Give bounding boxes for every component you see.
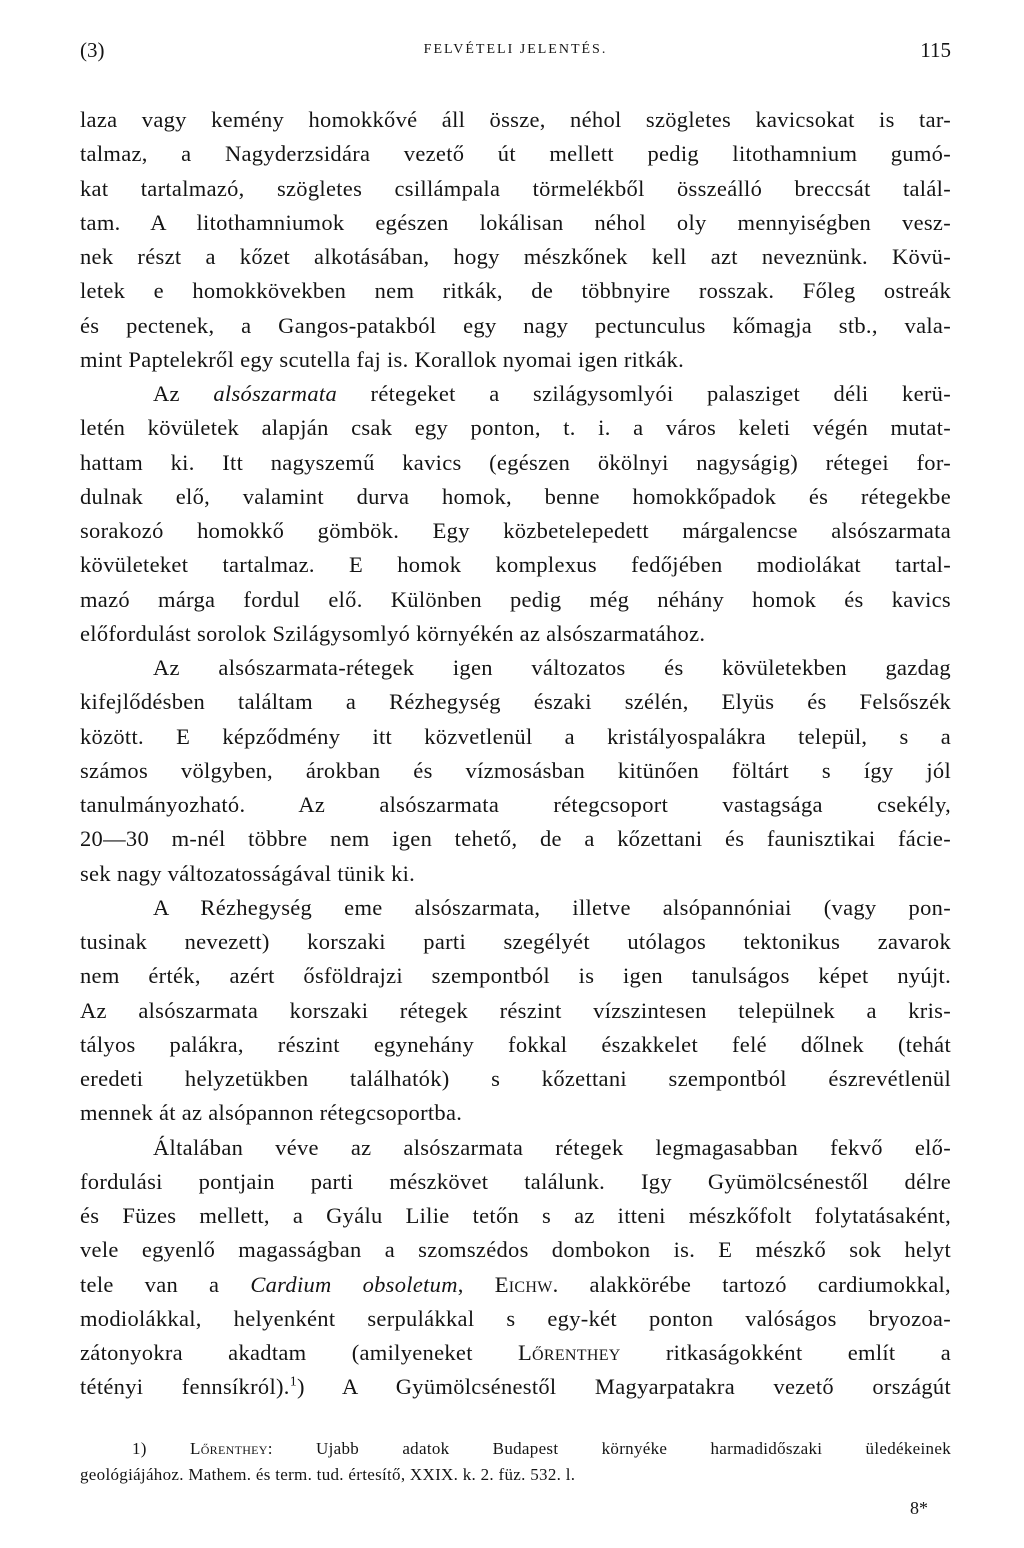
text-line: A Rézhegység eme alsószarmata, illetve alsópannóniai (vagy pon- (153, 894, 951, 920)
text-line: között. E képződmény itt közvetlenül a kristályospalákra települ, s a (80, 723, 951, 749)
text-line: tam. A litothamniumok egészen lokálisan néhol oly mennyiségben vesz- (80, 209, 951, 235)
text-line: vele egyenlő magasságban a szomszédos dombokon is. E mészkő sok helyt (80, 1237, 951, 1263)
text-line: nem érték, azért ősföldrajzi szempontból is igen tanulságos képet nyújt. (80, 963, 951, 989)
text-line: tétényi fennsíkról).$^1$) A Gyümölcsénestől Magyarpatakra vezető országút (80, 1374, 952, 1400)
text-line: és pectenek, a Gangos-patakból egy nagy pectunculus kőmagja stb., vala- (80, 312, 951, 338)
text-line: eredeti helyzetükben találhatók) s kőzettani szempontból észrevétlenül (80, 1066, 951, 1091)
text-line: sek nagy változatosságával tünik ki. (80, 860, 416, 886)
text-line: dulnak elő, valamint durva homok, benne homokkőpadok és rétegekbe (80, 483, 951, 509)
text-line: talmaz, a Nagyderzsidára vezető út mellett pedig litothamnium gumó- (80, 141, 951, 167)
footnote-line-2: geológiájához. Mathem. és term. tud. értesítő, XXIX. k. 2. füz. 532. l. (80, 1465, 576, 1484)
author-name: Eichw (494, 1271, 553, 1297)
italic-term: alsószarmata (213, 381, 338, 406)
chapter-number: (3) (80, 38, 105, 62)
text-line: zátonyokra akadtam (amilyeneket Lőrenthey ritkaságokként említ a (80, 1340, 951, 1365)
author-name: Lőrenthey (517, 1340, 621, 1365)
text-line: és Füzes mellett, a Gyálu Lilie tetőn s az itteni mészkőfolt folytatásaként, (80, 1203, 951, 1228)
text-line: számos völgyben, árokban és vízmosásban kitünően föltárt s így jól (80, 757, 951, 783)
text-line: Az alsószarmata korszaki rétegek részint vízszintesen települnek a kris- (80, 997, 951, 1023)
text-line: mennek át az alsópannon rétegcsoportba. (80, 1100, 463, 1126)
running-title: FELVÉTELI JELENTÉS. (423, 42, 608, 57)
text-line: Általában véve az alsószarmata rétegek legmagasabban fekvő elő- (153, 1134, 951, 1160)
text-line: sorakozó homokkő gömbök. Egy közbetelepedett márgalencse alsószarmata (80, 518, 951, 543)
text-line: mazó márga fordul elő. Különben pedig még néhány homok és kavics (80, 586, 951, 612)
text-line: kat tartalmazó, szögletes csillámpala törmelékből összeálló breccsát talál- (80, 175, 951, 201)
footnote-author: Lőrenthey (190, 1439, 268, 1458)
footnote-ref: 1 (289, 1374, 298, 1390)
text-line: nek részt a kőzet alkotásában, hogy mészkőnek kell azt neveznünk. Kövü- (80, 244, 951, 269)
page-header (80, 38, 951, 68)
text-line: Az alsószarmata rétegeket a szilágysomlyói palasziget déli kerü- (153, 381, 951, 406)
text-line: tályos palákra, részint egynehány fokkal északkelet felé dőlnek (tehát (80, 1031, 951, 1057)
footnote-text-1: : Ujabb adatok Budapest környéke harmadidőszaki üledékeinek (267, 1439, 951, 1458)
text-line: hattam ki. Itt nagyszemű kavics (egészen ökölnyi nagyságig) rétegei for- (80, 449, 951, 475)
footnote-line-1 (80, 1436, 951, 1462)
text-line: Az alsószarmata-rétegek igen változatos és kövületekben gazdag (153, 655, 951, 680)
text-line: tusinak nevezett) korszaki parti szegélyét utólagos tektonikus zavarok (80, 929, 951, 954)
body-text (80, 103, 951, 1405)
text-line: tanulmányozható. Az alsószarmata rétegcsoport vastagsága csekély, (80, 792, 951, 817)
footnote-marker: 1) (132, 1439, 147, 1458)
text-line: előfordulást sorolok Szilágysomlyó környékén az alsószarmatához. (80, 620, 706, 646)
text-line: letek e homokkövekben nem ritkák, de többnyire rosszak. Főleg ostreák (80, 278, 951, 304)
text-line: mint Paptelekről egy scutella faj is. Korallok nyomai igen ritkák. (80, 346, 685, 372)
text-line: modiolákkal, helyenként serpulákkal s egy-két ponton valóságos bryozoa- (80, 1305, 951, 1331)
italic-term: Cardium obsoletum (250, 1271, 458, 1297)
text-line: kövületeket tartalmaz. E homok komplexus fedőjében modiolákat tartal- (80, 552, 951, 578)
text-line: tele van a Cardium obsoletum, Eichw. alakkörébe tartozó cardiumokkal, (80, 1271, 951, 1297)
page-number: 115 (920, 38, 951, 62)
text-line: kifejlődésben találtam a Rézhegység északi szélén, Elyüs és Felsőszék (80, 689, 951, 715)
text-line: fordulási pontjain parti mészkövet találunk. Igy Gyümölcsénestől délre (80, 1168, 951, 1194)
text-line: 20—30 m-nél többre nem igen tehető, de a kőzettani és faunisztikai fácie- (80, 826, 951, 852)
text-line: letén kövületek alapján csak egy ponton, t. i. a város keleti végén mutat- (80, 415, 951, 441)
footnote (80, 1436, 951, 1488)
text-line: laza vagy kemény homokkővé áll össze, néhol szögletes kavicsokat is tar- (80, 107, 951, 132)
signature-mark: 8* (910, 1498, 928, 1518)
